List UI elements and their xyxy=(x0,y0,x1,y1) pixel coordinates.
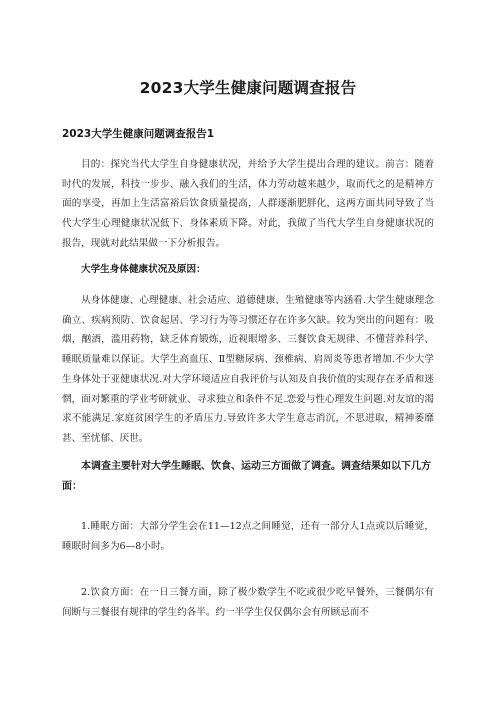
paragraph-purpose: 目的：探究当代大学生自身健康状况，并给予大学生提出合理的建议。前言：随着时代的发展，科技一步步、融入我们的生活，体力劳动越来越少，取而代之的是精神方面的享受，再加上生活富裕后饮食质量提高，人群逐渐肥胖化，这两方面共同导致了当代大学生心理健康状况低下、身体素质下降。对此，我做了当代大学生自身健康状况的报告，现就对此结果做一下分析报告。 xyxy=(62,159,434,249)
subheading-causes: 大学生身体健康状况及原因： xyxy=(81,264,206,275)
paragraph-causes: 从身体健康、心理健康、社会适应、道德健康、生殖健康等内涵看.大学生健康理念确立、疾病预防、饮食起居、学习行为等习惯还存在许多欠缺。较为突出的问题有：吸烟，酗酒，滥用药物，缺乏体育锻炼，近视眼增多、三餐饮食无规律、不懂营养科学、睡眠质量难以保证。大学生高血压、Ⅱ型糖尿病、颈椎病、肩周炎等患者增加.不少大学生身体处于亚健康状况.对大学环境适应自我评价与认知及自我价值的实现存在矛盾和迷惘，面对繁重的学业考研就业、寻求独立和条件不足.恋爱与性心理发生问题.对友谊的渴求不能满足.家庭贫困学生的矛盾压力.导致许多大学生意志消沉，不思进取，精神萎靡甚、至忧郁、厌世。 xyxy=(62,295,434,444)
paragraph-diet: 2.饮食方面：在一日三餐方面，除了极少数学生不吃或很少吃早餐外，三餐偶尔有间断与三餐很有规律的学生约各半。约一半学生仅仅偶尔会有所顾忌而不 xyxy=(62,587,434,618)
paragraph-sleep: 1.睡眠方面：大部分学生会在11—12点之间睡觉，还有一部分人1点或以后睡觉，睡眠时间多为6—8小时。 xyxy=(62,521,434,552)
document-title: 2023大学生健康问题调查报告 xyxy=(139,79,357,97)
section-heading: 2023大学生健康问题调查报告1 xyxy=(62,128,215,140)
subheading-survey: 本调查主要针对大学生睡眠、饮食、运动三方面做了调查。调查结果如以下几方面： xyxy=(62,461,431,492)
